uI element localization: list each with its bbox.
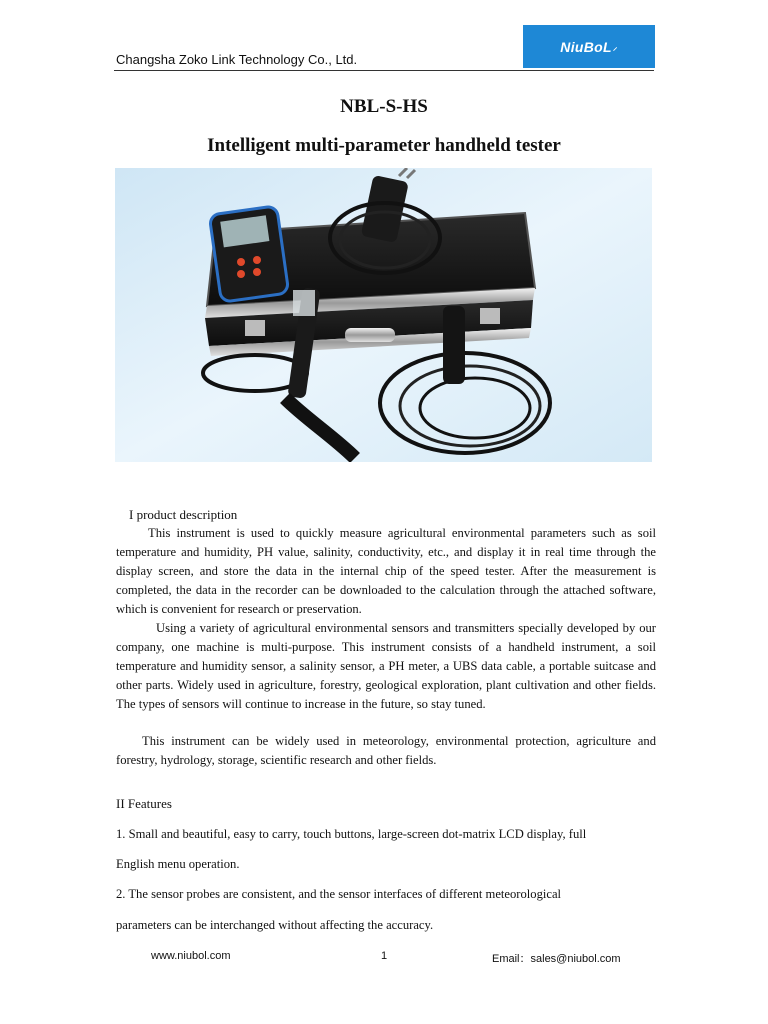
feature-2-line-1: 2. The sensor probes are consistent, and the sensor interfaces of different meteorological <box>116 887 562 901</box>
brand-logo-text: NiuBoL <box>560 38 612 55</box>
product-photo <box>115 168 652 462</box>
section-title-product-description: I product description <box>129 507 238 522</box>
paragraph-3-text: This instrument can be widely used in meteorology, environmental protection, agriculture and forestry, hydrology, storage, scientific research and other fields. <box>116 734 656 767</box>
brand-logo <box>523 25 655 68</box>
paragraph-1 <box>116 524 656 619</box>
paragraph-1-text: This instrument is used to quickly measure agricultural environmental parameters such as soil temperature and humidity, PH value, salinity, conductivity, etc., and display it in real time through the display screen, and store the data in the internal chip of the speed tester. After the measurement is completed, the data in the recorder can be downloaded to the calculation through the attached software, which is convenient for research or preservation. <box>116 526 656 616</box>
feature-2-line-2: parameters can be interchanged without affecting the accuracy. <box>116 918 434 932</box>
product-title: Intelligent multi-parameter handheld tester <box>207 135 561 156</box>
company-name: Changsha Zoko Link Technology Co., Ltd. <box>116 52 358 67</box>
paragraph-3 <box>116 732 656 770</box>
page-number: 1 <box>381 950 388 962</box>
header-divider <box>114 70 654 71</box>
feature-1-line-2: English menu operation. <box>116 857 240 871</box>
product-model: NBL-S-HS <box>340 96 428 117</box>
paragraph-2 <box>116 619 656 714</box>
section-title-features: II Features <box>116 796 172 811</box>
signal-icon: ⸝ <box>612 42 618 52</box>
feature-1-line-1: 1. Small and beautiful, easy to carry, touch buttons, large-screen dot-matrix LCD display, full <box>116 827 587 841</box>
paragraph-2-text: Using a variety of agricultural environmental sensors and transmitters specially developed by our company, one machine is multi-purpose. This instrument consists of a handheld instrument, a soil temperature and humidity sensor, a salinity sensor, a PH meter, a UBS data cable, a portable suitcase and other parts. Widely used in agriculture, forestry, geological exploration, plant cultivation and other fields. The types of sensors will continue to increase in the future, so stay tuned. <box>116 621 656 711</box>
footer-website: www.niubol.com <box>151 950 231 962</box>
footer-email: Email：sales@niubol.com <box>492 953 621 965</box>
